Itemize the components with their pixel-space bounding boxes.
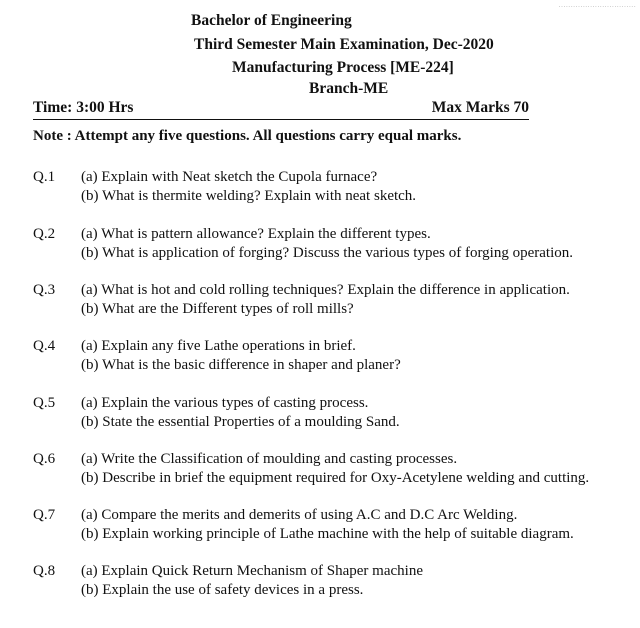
question-part-a: (a) Write the Classification of moulding and casting processes. — [81, 451, 458, 467]
question-number: Q.1 — [33, 169, 56, 185]
question-number: Q.6 — [33, 451, 56, 467]
max-marks-label: Max Marks 70 — [431, 99, 529, 116]
question-part-a: (a) Explain the various types of casting process. — [81, 395, 369, 411]
question-part-b: (b) Describe in brief the equipment required for Oxy-Acetylene welding and cutting. — [81, 470, 590, 486]
question-part-a: (a) What is pattern allowance? Explain the different types. — [81, 226, 431, 242]
degree-title: Bachelor of Engineering — [191, 12, 352, 29]
question-part-a: (a) Explain any five Lathe operations in brief. — [81, 338, 356, 354]
question-part-a: (a) Compare the merits and demerits of using A.C and D.C Arc Welding. — [81, 507, 518, 523]
question-number: Q.2 — [33, 226, 56, 242]
subject-title: Manufacturing Process [ME-224] — [232, 59, 454, 76]
branch-title: Branch-ME — [309, 80, 389, 97]
meta-row — [33, 99, 529, 120]
question-part-a: (a) Explain with Neat sketch the Cupola furnace? — [81, 169, 378, 185]
question-part-b: (b) Explain the use of safety devices in a press. — [81, 582, 364, 598]
question-part-b: (b) Explain working principle of Lathe machine with the help of suitable diagram. — [81, 526, 574, 542]
question-part-a: (a) Explain Quick Return Mechanism of Shaper machine — [81, 563, 423, 579]
question-part-b: (b) What is thermite welding? Explain with neat sketch. — [81, 188, 417, 204]
question-number: Q.8 — [33, 563, 56, 579]
exam-title: Third Semester Main Examination, Dec-2020 — [194, 36, 494, 53]
question-number: Q.3 — [33, 282, 56, 298]
question-number: Q.4 — [33, 338, 56, 354]
instructions-note: Note : Attempt any five questions. All questions carry equal marks. — [33, 128, 462, 144]
question-part-b: (b) What is the basic difference in shaper and planer? — [81, 357, 401, 373]
question-number: Q.7 — [33, 507, 56, 523]
corner-mark: ................................ — [558, 0, 636, 9]
question-part-a: (a) What is hot and cold rolling techniques? Explain the difference in application. — [81, 282, 570, 298]
question-part-b: (b) What is application of forging? Discuss the various types of forging operation. — [81, 245, 573, 261]
time-label: Time: 3:00 Hrs — [33, 99, 134, 116]
question-part-b: (b) What are the Different types of roll mills? — [81, 301, 354, 317]
question-part-b: (b) State the essential Properties of a moulding Sand. — [81, 414, 400, 430]
question-number: Q.5 — [33, 395, 56, 411]
